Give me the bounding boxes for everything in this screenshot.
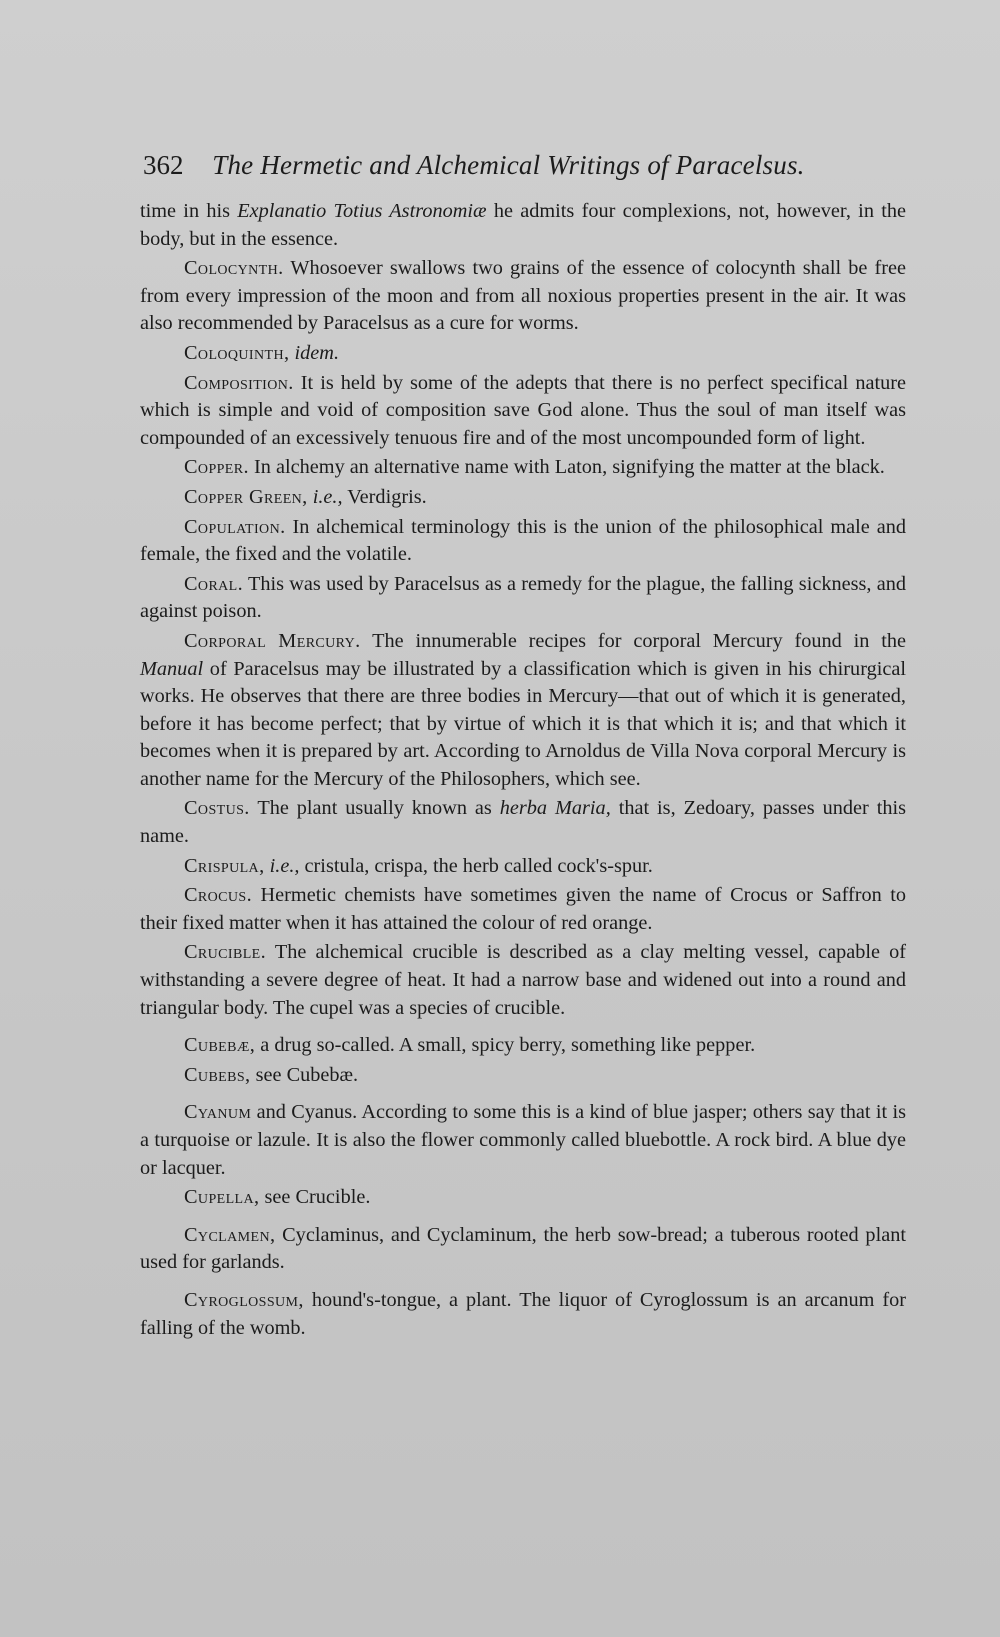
glossary-entry <box>140 255 906 338</box>
running-title: The Hermetic and Alchemical Writings of Paracelsus. <box>212 150 805 180</box>
glossary-entry <box>140 628 906 794</box>
entry-text: time in his <box>140 200 238 222</box>
entry-term: Composition. <box>184 371 294 394</box>
glossary-entry <box>140 795 906 850</box>
entry-term: Corporal Mercury. <box>184 629 361 652</box>
entry-term: Copper Green, <box>184 485 308 508</box>
glossary-entry <box>140 571 906 626</box>
entry-text: The alchemical crucible is described as a clay melting vessel, capable of withstanding a severe degree of heat. It had a narrow base and widened out into a round and triangular body. The cupel was a species of crucible. <box>140 941 906 1019</box>
glossary-entry <box>140 1099 906 1182</box>
entry-text-italic: Manual <box>140 657 204 680</box>
entry-text-italic: i.e., <box>312 485 343 508</box>
glossary-entry <box>140 1287 906 1342</box>
entry-term: Crucible. <box>184 941 267 964</box>
entry-text: see Cubebæ. <box>250 1063 359 1086</box>
entry-term: Crocus. <box>184 884 253 907</box>
entry-term: Coloquinth, <box>184 341 290 364</box>
entry-term: Cubebs, <box>184 1063 251 1086</box>
entry-text: a drug so-called. A small, spicy berry, something like pepper. <box>255 1034 756 1057</box>
entry-term: Cubebæ, <box>184 1034 256 1057</box>
glossary-entry <box>140 882 906 937</box>
glossary-entry <box>140 484 906 512</box>
entry-text: In alchemical terminology this is the union of the philosophical male and female, the fixed and the volatile. <box>140 515 906 566</box>
entry-text-italic: i.e., <box>269 854 300 877</box>
entry-text: The plant usually known as <box>249 797 500 820</box>
entry-text-italic: idem. <box>294 341 340 364</box>
glossary-entry <box>140 1184 906 1212</box>
entry-text-italic: herba Maria, <box>499 797 611 820</box>
entry-term: Cyroglossum, <box>184 1288 304 1311</box>
entry-text: This was used by Paracelsus as a remedy for the plague, the falling sickness, and against poison. <box>140 572 906 623</box>
entry-text: Cyclaminus, and Cyclaminum, the herb sow-bread; a tuberous rooted plant used for garlands. <box>140 1223 906 1274</box>
entry-term: Cyanum <box>184 1101 252 1124</box>
glossary-entry <box>140 853 906 881</box>
entry-term: Colocynth. <box>184 257 284 280</box>
entry-text: cristula, crispa, the herb called cock's-spur. <box>299 854 653 877</box>
entry-term: Crispula, <box>184 854 265 877</box>
glossary-entry <box>140 939 906 1022</box>
entry-text: that is, Zedoary, passes under this name. <box>140 797 906 848</box>
glossary-entry <box>140 514 906 569</box>
glossary-entry <box>140 198 906 253</box>
entry-text: It is held by some of the adepts that there is no perfect specifical nature which is simple and void of composition save God alone. Thus the soul of man itself was compounded of an excessively tenuous fire and of the most uncompounded form of light. <box>140 371 906 449</box>
entry-term: Costus. <box>184 797 250 820</box>
glossary-entry <box>140 1062 906 1090</box>
entry-text: Verdigris. <box>342 485 427 508</box>
entry-term: Copper. <box>184 456 249 479</box>
entry-term: Cupella, <box>184 1186 260 1209</box>
entry-text: he admits four complexions, not, however, in the body, but in the essence. <box>140 200 906 250</box>
entry-text: of Paracelsus may be illustrated by a classification which is given in his chirurgical works. He observes that there are three bodies in Mercury—that out of which it is generated, before it has become perfect; that by virtue of which it is that which it is; and that which it becomes when it is prepared by art. According to Arnoldus de Villa Nova corporal Mercury is another name for the Mercury of the Philosophers, which see. <box>140 657 906 790</box>
glossary-entry <box>140 340 906 368</box>
glossary-entry <box>140 1032 906 1060</box>
entry-text: Hermetic chemists have sometimes given the name of Crocus or Saffron to their fixed matter when it has attained the colour of red orange. <box>140 884 906 934</box>
glossary-entry <box>140 1222 906 1277</box>
entry-term: Coral. <box>184 572 244 595</box>
entry-text: hound's-tongue, a plant. The liquor of Cyroglossum is an arcanum for falling of the womb. <box>140 1288 906 1339</box>
entry-text: Whosoever swallows two grains of the essence of colocynth shall be free from every impression of the moon and from all noxious properties present in the air. It was also recommended by Paracelsus as a cure for worms. <box>140 257 906 335</box>
entry-term: Copulation. <box>184 515 286 538</box>
entry-text: In alchemy an alternative name with Laton, signifying the matter at the black. <box>248 456 885 479</box>
entry-text-italic: Explanatio Totius Astronomiæ <box>237 200 487 222</box>
running-header <box>143 150 883 181</box>
glossary-entries <box>140 198 906 1344</box>
glossary-entry <box>140 370 906 453</box>
entry-text: The innumerable recipes for corporal Mercury found in the <box>360 629 906 652</box>
entry-text: and Cyanus. According to some this is a kind of blue jasper; others say that it is a turquoise or lazule. It is also the flower commonly called bluebottle. A rock bird. A blue dye or lacquer. <box>140 1101 906 1179</box>
page-number: 362 <box>143 150 184 180</box>
entry-term: Cyclamen, <box>184 1223 276 1246</box>
glossary-entry <box>140 454 906 482</box>
entry-text: see Crucible. <box>259 1186 371 1209</box>
